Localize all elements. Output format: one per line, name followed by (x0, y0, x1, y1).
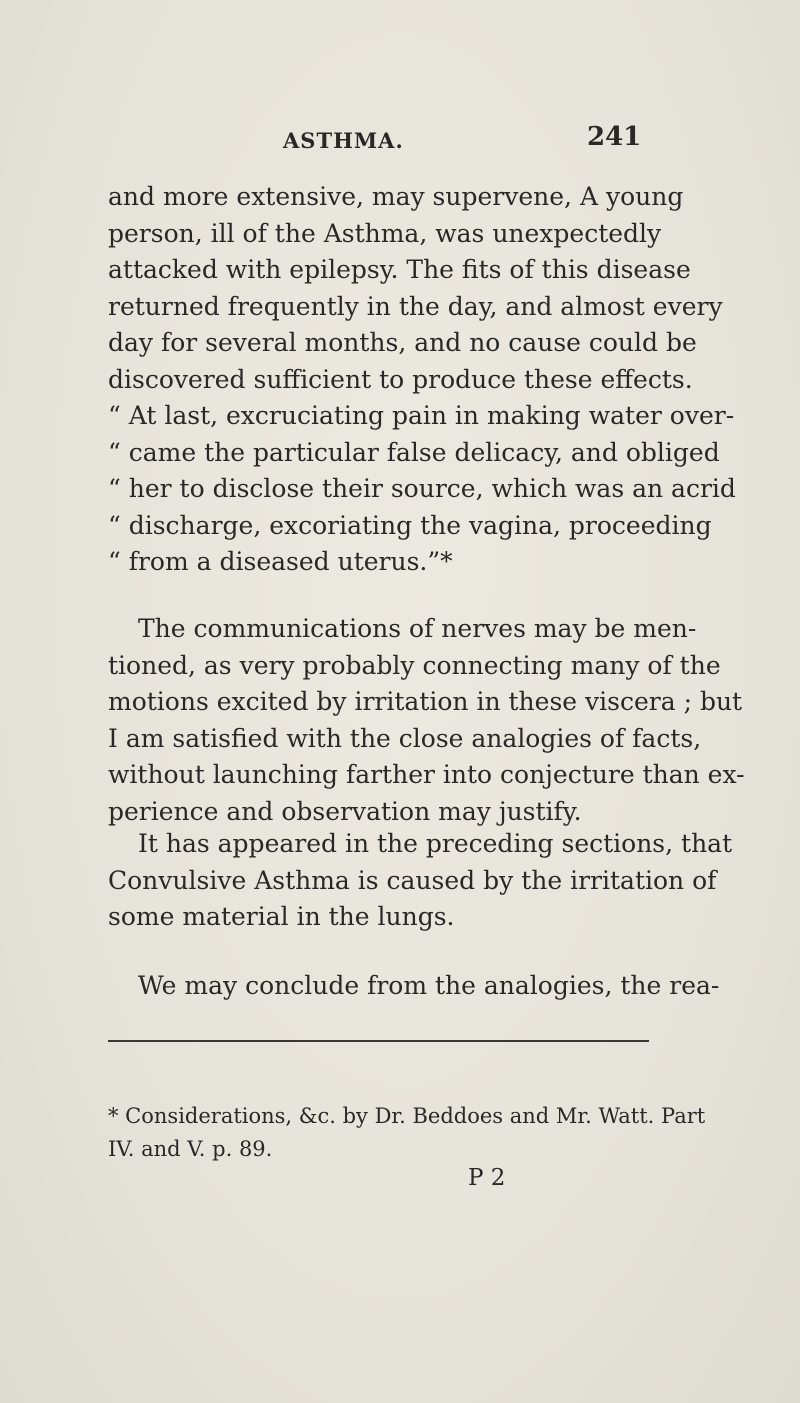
footnote-divider (108, 1040, 649, 1042)
text-line: “ At last, excruciating pain in making water over- (108, 401, 735, 430)
running-head: ASTHMA. (283, 128, 404, 153)
paragraph-4 (108, 968, 720, 1005)
text-line: some material in the lungs. (108, 902, 455, 931)
signature-mark: P 2 (468, 1165, 506, 1191)
text-line: attacked with epilepsy. The fits of this disease (108, 255, 691, 284)
text-line: tioned, as very probably connecting many of the (108, 650, 721, 680)
paragraph-3 (108, 826, 733, 936)
text-line: motions excited by irritation in these viscera ; but (108, 687, 743, 716)
text-line: returned frequently in the day, and almost every (108, 291, 723, 321)
text-line: Convulsive Asthma is caused by the irritation of (108, 865, 717, 895)
text-line: “ discharge, excoriating the vagina, proceeding (108, 510, 712, 540)
text-line: day for several months, and no cause could be (108, 328, 697, 357)
text-line: “ came the particular false delicacy, and obliged (108, 437, 720, 467)
page-number: 241 (587, 122, 642, 152)
text-line: It has appeared in the preceding sections, that (138, 829, 733, 858)
footnote-line: IV. and V. p. 89. (108, 1137, 273, 1161)
footnote (108, 1100, 706, 1166)
text-line: discovered sufficient to produce these effects. (108, 364, 693, 394)
text-line: and more extensive, may supervene, A young (108, 182, 684, 211)
paragraph-1 (108, 179, 736, 581)
text-line: perience and observation may justify. (108, 796, 582, 826)
text-line: We may conclude from the analogies, the rea- (138, 971, 720, 1000)
text-line: without launching farther into conjecture than ex- (108, 760, 745, 789)
footnote-line: * Considerations, &c. by Dr. Beddoes and Mr. Watt. Part (108, 1104, 706, 1128)
text-line: “ her to disclose their source, which was an acrid (108, 474, 736, 503)
paragraph-2 (108, 611, 745, 830)
text-line: The communications of nerves may be men- (138, 614, 697, 643)
text-line: person, ill of the Asthma, was unexpectedly (108, 218, 662, 248)
text-line: “ from a diseased uterus.”* (108, 547, 453, 576)
text-line: I am satisfied with the close analogies of facts, (108, 723, 702, 753)
